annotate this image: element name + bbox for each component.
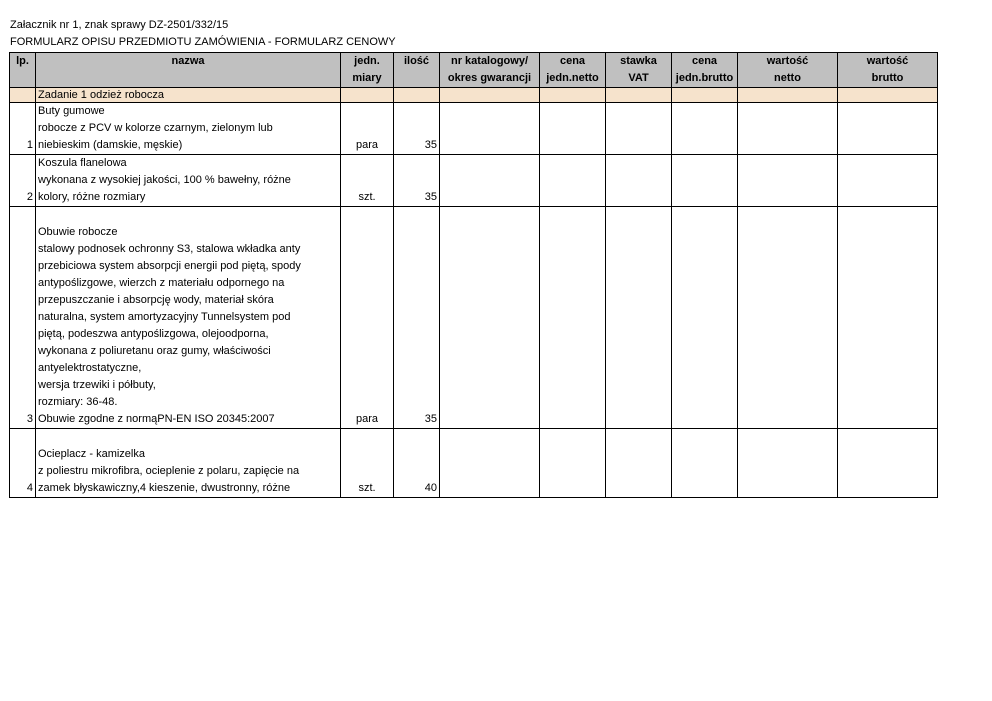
- description-line: [38, 207, 338, 224]
- description-line: Koszula flanelowa: [38, 157, 127, 169]
- row-vat: [606, 207, 672, 429]
- description-line: z poliestru mikrofibra, ocieplenie z polaru, zapięcie na: [38, 465, 300, 477]
- col-lp: lp.: [10, 53, 36, 88]
- attachment-reference: Załacznik nr 1, znak sprawy DZ-2501/332/15: [10, 19, 229, 31]
- col-cena-netto: cena jedn.netto: [540, 53, 606, 88]
- row-jedn: para: [341, 207, 394, 429]
- row-wartosc-netto: [738, 207, 838, 429]
- description-line: piętą, podeszwa antypoślizgowa, olejoodporna,: [38, 328, 269, 340]
- description-line: Obuwie zgodne z normąPN-EN ISO 20345:2007: [38, 413, 275, 425]
- row-ilosc: 35: [394, 155, 440, 207]
- row-wartosc-brutto: [838, 155, 938, 207]
- description-line: przebiciowa system absorpcji energii pod piętą, spody: [38, 260, 301, 272]
- description-line: stalowy podnosek ochronny S3, stalowa wkładka anty: [38, 243, 301, 255]
- row-lp: 2: [10, 155, 36, 207]
- row-cena-brutto: [672, 103, 738, 155]
- description-line: kolory, różne rozmiary: [38, 191, 146, 203]
- row-ilosc: 35: [394, 207, 440, 429]
- row-wartosc-brutto: [838, 103, 938, 155]
- row-wartosc-netto: [738, 429, 838, 498]
- description-line: wykonana z poliuretanu oraz gumy, właściwości: [38, 345, 271, 357]
- row-katalog: [440, 207, 540, 429]
- description-line: [38, 429, 338, 446]
- description-line: naturalna, system amortyzacyjny Tunnelsystem pod: [38, 311, 291, 323]
- row-cena-brutto: [672, 207, 738, 429]
- description-line: Ocieplacz - kamizelka: [38, 448, 145, 460]
- col-katalog: nr katalogowy/ okres gwarancji: [440, 53, 540, 88]
- description-line: wersja trzewiki i półbuty,: [38, 379, 156, 391]
- row-cena-netto: [540, 155, 606, 207]
- row-wartosc-netto: [738, 103, 838, 155]
- row-nazwa: [36, 155, 341, 207]
- col-wartosc-brutto: wartość brutto: [838, 53, 938, 88]
- row-nazwa: [36, 103, 341, 155]
- header-row: [10, 53, 938, 88]
- row-cena-brutto: [672, 429, 738, 498]
- row-vat: [606, 155, 672, 207]
- row-wartosc-netto: [738, 155, 838, 207]
- description-line: rozmiary: 36-48.: [38, 396, 118, 408]
- col-wartosc-netto: wartość netto: [738, 53, 838, 88]
- description-line: wykonana z wysokiej jakości, 100 % bawełny, różne: [38, 174, 291, 186]
- col-vat: stawka VAT: [606, 53, 672, 88]
- row-wartosc-brutto: [838, 429, 938, 498]
- description-line: robocze z PCV w kolorze czarnym, zielonym lub: [38, 122, 273, 134]
- col-nazwa: nazwa: [36, 53, 341, 88]
- price-form-table: [9, 52, 938, 498]
- section-row: [10, 88, 938, 103]
- row-katalog: [440, 103, 540, 155]
- table-row: [10, 207, 938, 429]
- table-row: [10, 103, 938, 155]
- row-lp: 1: [10, 103, 36, 155]
- description-line: niebieskim (damskie, męskie): [38, 139, 183, 151]
- row-nazwa: [36, 429, 341, 498]
- form-title: FORMULARZ OPISU PRZEDMIOTU ZAMÓWIENIA - FORMULARZ CENOWY: [10, 36, 396, 48]
- row-lp: 4: [10, 429, 36, 498]
- description-line: zamek błyskawiczny,4 kieszenie, dwustronny, różne: [38, 482, 291, 494]
- section-title: Zadanie 1 odzież robocza: [36, 88, 341, 103]
- description-line: Buty gumowe: [38, 105, 105, 117]
- col-cena-brutto: cena jedn.brutto: [672, 53, 738, 88]
- table-row: [10, 429, 938, 498]
- row-katalog: [440, 429, 540, 498]
- row-cena-netto: [540, 207, 606, 429]
- row-ilosc: 35: [394, 103, 440, 155]
- row-vat: [606, 103, 672, 155]
- row-nazwa: [36, 207, 341, 429]
- table-row: [10, 155, 938, 207]
- row-jedn: szt.: [341, 429, 394, 498]
- row-cena-netto: [540, 429, 606, 498]
- description-line: przepuszczanie i absorpcję wody, materiał skóra: [38, 294, 274, 306]
- row-cena-brutto: [672, 155, 738, 207]
- row-vat: [606, 429, 672, 498]
- col-ilosc: ilość: [394, 53, 440, 88]
- row-katalog: [440, 155, 540, 207]
- description-line: Obuwie robocze: [38, 226, 118, 238]
- row-cena-netto: [540, 103, 606, 155]
- description-line: antypoślizgowe, wierzch z materiału odpornego na: [38, 277, 285, 289]
- row-jedn: para: [341, 103, 394, 155]
- row-ilosc: 40: [394, 429, 440, 498]
- description-line: antyelektrostatyczne,: [38, 362, 142, 374]
- row-wartosc-brutto: [838, 207, 938, 429]
- row-jedn: szt.: [341, 155, 394, 207]
- col-jedn: jedn. miary: [341, 53, 394, 88]
- row-lp: 3: [10, 207, 36, 429]
